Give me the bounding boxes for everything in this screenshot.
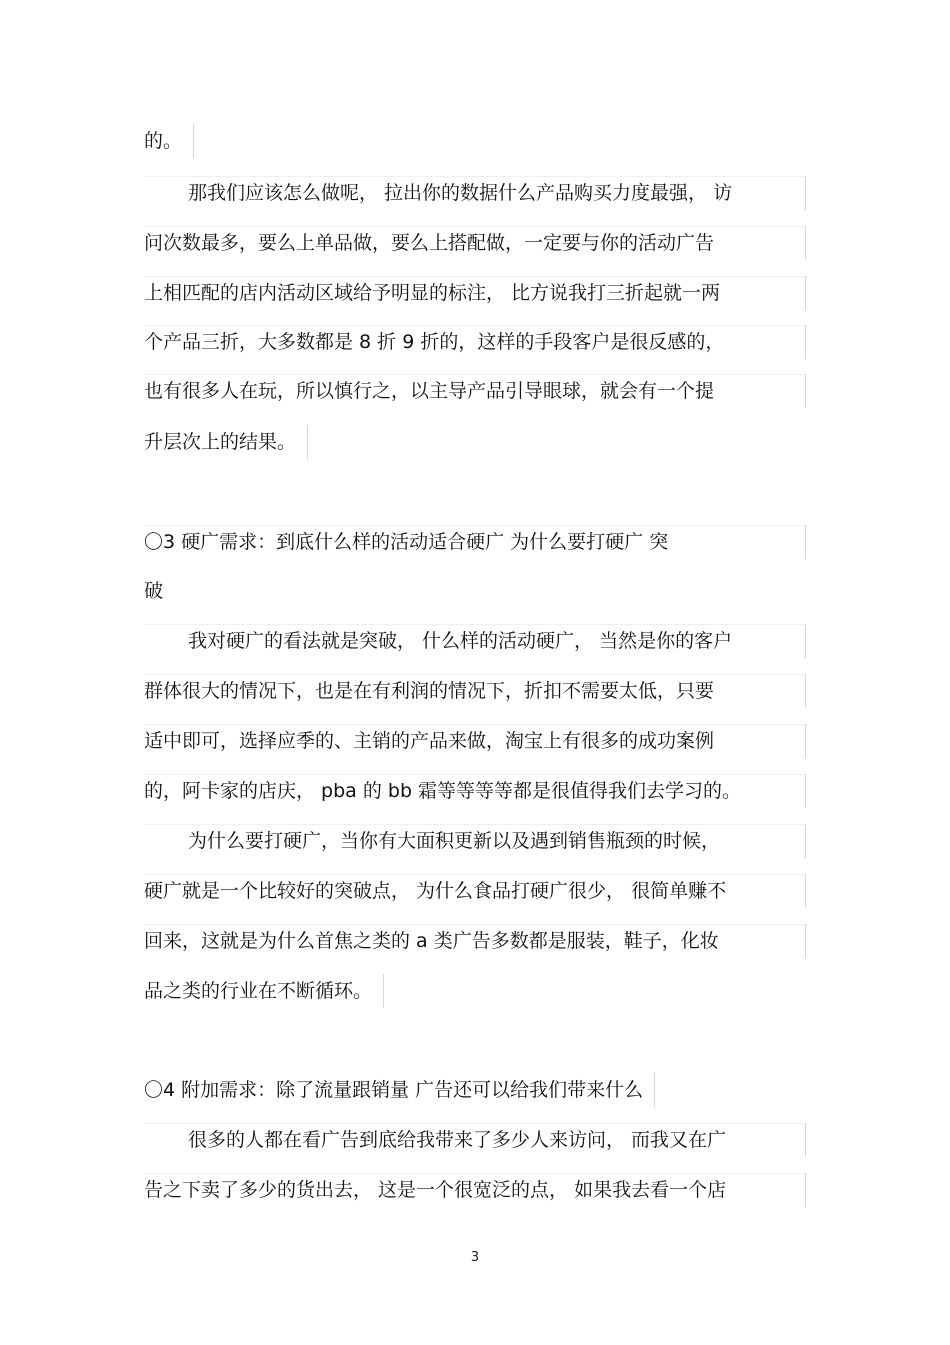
- text-line: 破: [144, 580, 164, 602]
- text-line: 很多的人都在看广告到底给我带来了多少人来访问， 而我又在广: [144, 1125, 806, 1155]
- text-line: 也有很多人在玩，所以慎行之，以主导产品引导眼球，就会有一个提: [144, 376, 806, 406]
- section-heading: 〇4 附加需求：除了流量跟销量 广告还可以给我们带来什么: [144, 1075, 655, 1105]
- text-line: 那我们应该怎么做呢， 拉出你的数据什么产品购买力度最强， 访: [144, 178, 806, 208]
- text-line: 回来，这就是为什么首焦之类的 a 类广告多数都是服装，鞋子，化妆: [144, 926, 806, 956]
- text-line: 群体很大的情况下，也是在有利润的情况下，折扣不需要太低，只要: [144, 676, 806, 706]
- text-line: 升层次上的结果。: [144, 427, 308, 457]
- page-number: 3: [470, 1250, 480, 1265]
- text-line: 的。: [144, 126, 194, 156]
- text-line: 的，阿卡家的店庆， pba 的 bb 霜等等等等都是很值得我们去学习的。: [144, 776, 806, 806]
- text-line: 硬广就是一个比较好的突破点， 为什么食品打硬广很少， 很简单赚不: [144, 876, 806, 906]
- text-line: 我对硬广的看法就是突破， 什么样的活动硬广， 当然是你的客户: [144, 626, 806, 656]
- text-line: 告之下卖了多少的货出去， 这是一个很宽泛的点， 如果我去看一个店: [144, 1175, 806, 1205]
- text-line: 上相匹配的店内活动区域给予明显的标注， 比方说我打三折起就一两: [144, 278, 806, 308]
- text-line: 为什么要打硬广，当你有大面积更新以及遇到销售瓶颈的时候，: [144, 826, 806, 856]
- text-line: 个产品三折，大多数都是 8 折 9 折的，这样的手段客户是很反感的，: [144, 327, 806, 357]
- text-line: 适中即可，选择应季的、主销的产品来做，淘宝上有很多的成功案例: [144, 726, 806, 756]
- text-line: 品之类的行业在不断循环。: [144, 976, 384, 1006]
- text-line: 问次数最多，要么上单品做，要么上搭配做，一定要与你的活动广告: [144, 228, 806, 258]
- section-heading: 〇3 硬广需求：到底什么样的活动适合硬广 为什么要打硬广 突: [144, 527, 806, 557]
